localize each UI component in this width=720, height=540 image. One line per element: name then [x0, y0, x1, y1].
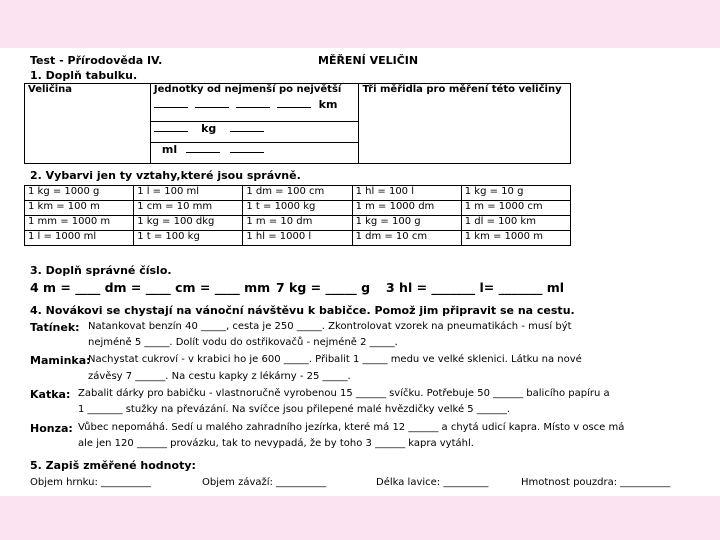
- maminka-label: Maminka:: [30, 354, 91, 367]
- task3-line-c: 3 hl = _______ l= _______ ml: [386, 280, 565, 295]
- relation-cell[interactable]: 1 dl = 100 km: [461, 216, 570, 231]
- measure-item-bench: Délka lavice: _________: [376, 477, 489, 488]
- task2-heading: 2. Vybarvi jen ty vztahy,které jsou správně.: [30, 169, 301, 182]
- maminka-line-2: závěsy 7 ______. Na cestu kapky z lékárny - 25 _____.: [88, 371, 351, 382]
- col-units: Jednotky od nejmenší po největší: [153, 84, 342, 95]
- measure-item-case: Hmotnost pouzdra: __________: [521, 477, 671, 488]
- relation-cell[interactable]: 1 mm = 1000 m: [25, 216, 134, 231]
- col-instruments: Tři měřidla pro měření této veličiny: [359, 84, 571, 164]
- relation-cell[interactable]: 1 l = 1000 ml: [25, 231, 134, 246]
- table-row: [25, 201, 571, 216]
- relation-cell[interactable]: 1 dm = 100 cm: [243, 186, 352, 201]
- tatinek-label: Tatínek:: [30, 321, 80, 334]
- relation-cell[interactable]: 1 km = 100 m: [25, 201, 134, 216]
- relation-cell[interactable]: 1 cm = 10 mm: [134, 201, 243, 216]
- katka-line-2: 1 _______ stužky na převázání. Na svíčce jsou přilepené malé hvězdičky velké 5 ______.: [78, 404, 511, 415]
- task4-heading: 4. Novákovi se chystají na vánoční návštěvu k babičce. Pomož jim připravit se na cestu.: [30, 304, 575, 317]
- task3-line-a: 4 m = ____ dm = ____ cm = ____ mm: [30, 280, 271, 295]
- katka-label: Katka:: [30, 388, 71, 401]
- unit-kg: kg: [201, 122, 217, 135]
- relation-cell[interactable]: 1 l = 100 ml: [134, 186, 243, 201]
- units-cell-volume: [150, 143, 359, 164]
- table-row: [25, 231, 571, 246]
- units-cell-length: [150, 84, 359, 122]
- relation-cell[interactable]: 1 m = 1000 cm: [461, 201, 570, 216]
- relation-cell[interactable]: 1 kg = 100 g: [352, 216, 461, 231]
- measure-item-weight: Objem závaží: __________: [202, 477, 327, 488]
- honza-line-2: ale jen 120 ______ provázku, tak to nevypadá, že by toho 3 ______ kapra vytáhl.: [78, 438, 474, 449]
- relation-cell[interactable]: 1 m = 10 dm: [243, 216, 352, 231]
- task1-table: [24, 83, 571, 164]
- katka-line-1: Zabalit dárky pro babičku - vlastnoručně vyrobenou 15 ______ svíčku. Potřebuje 50 ______ balicího papíru a: [78, 388, 610, 399]
- task5-heading: 5. Zapiš změřené hodnoty:: [30, 459, 196, 472]
- relation-cell[interactable]: 1 t = 100 kg: [134, 231, 243, 246]
- table-row: [25, 186, 571, 201]
- worksheet: [0, 48, 720, 496]
- tatinek-line-1: Natankovat benzín 40 _____, cesta je 250 _____. Zkontrolovat vzorek na pneumatikách - musí být: [88, 321, 572, 332]
- relation-cell[interactable]: 1 hl = 1000 l: [243, 231, 352, 246]
- measure-item-mug: Objem hrnku: __________: [30, 477, 152, 488]
- task3-heading: 3. Doplň správné číslo.: [30, 264, 172, 277]
- relation-cell[interactable]: 1 m = 1000 dm: [352, 201, 461, 216]
- relation-cell[interactable]: 1 t = 1000 kg: [243, 201, 352, 216]
- measure-title: MĚŘENÍ VELIČIN: [318, 54, 419, 67]
- units-cell-mass: [150, 122, 359, 143]
- honza-line-1: Vůbec nepomáhá. Sedí u malého zahradního jezírka, které má 12 ______ a chytá udicí kapra. Místo v osce má: [78, 422, 625, 433]
- relation-cell[interactable]: 1 hl = 100 l: [352, 186, 461, 201]
- task3-line-b: 7 kg = _____ g: [276, 280, 371, 295]
- maminka-line-1: Nachystat cukroví - v krabici ho je 600 _____. Přibalit 1 _____ medu ve velké sklenici. Látku na nové: [88, 354, 582, 365]
- relation-cell[interactable]: 1 kg = 10 g: [461, 186, 570, 201]
- relation-cell[interactable]: 1 km = 1000 m: [461, 231, 570, 246]
- relation-cell[interactable]: 1 dm = 10 cm: [352, 231, 461, 246]
- unit-ml: ml: [161, 143, 178, 156]
- col-quantity: Veličina: [25, 84, 151, 164]
- honza-label: Honza:: [30, 422, 73, 435]
- test-title: Test - Přírodověda IV.: [30, 54, 163, 67]
- tatinek-line-2: nejméně 5 _____. Dolít vodu do ostřikovačů - nejméně 2 _____.: [88, 337, 398, 348]
- task1-heading: 1. Doplň tabulku.: [30, 69, 138, 82]
- relation-cell[interactable]: 1 kg = 1000 g: [25, 186, 134, 201]
- task2-table: [24, 185, 571, 246]
- unit-km: km: [318, 98, 338, 111]
- relation-cell[interactable]: 1 kg = 100 dkg: [134, 216, 243, 231]
- table-row: [25, 216, 571, 231]
